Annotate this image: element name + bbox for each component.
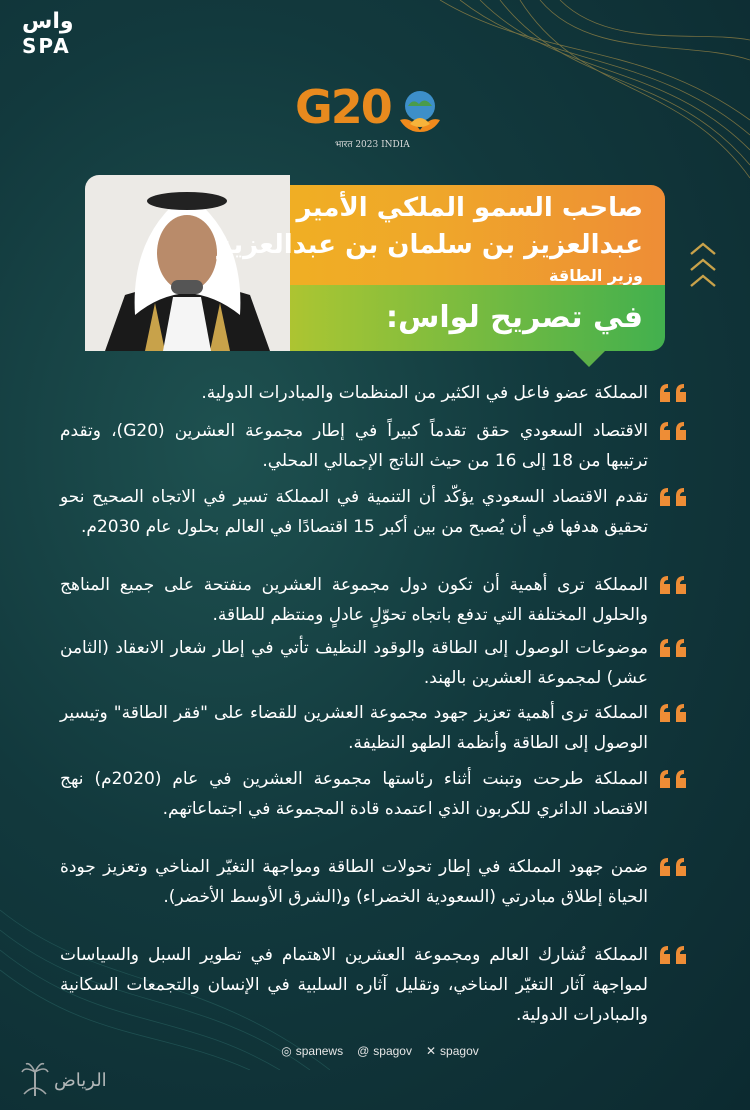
header-line-name: عبدالعزيز بن سلمان بن عبدالعزيز [217, 230, 643, 260]
list-item [60, 852, 692, 912]
spa-logo-mark: واس [22, 9, 74, 34]
list-item [60, 416, 692, 476]
quote-icon [658, 637, 692, 659]
list-item [60, 570, 692, 630]
list-item [60, 482, 692, 542]
quote-icon [658, 420, 692, 442]
threads-handle: spagov [373, 1044, 412, 1058]
list-item [60, 633, 692, 693]
g20-caption: भारत 2023 INDIA [335, 140, 410, 150]
lotus-globe-icon [395, 86, 445, 136]
riyadh-watermark [20, 1058, 130, 1104]
header-line-role: وزير الطاقة [549, 266, 643, 285]
chevron-up-icon [683, 240, 723, 296]
palm-swords-icon [20, 1058, 50, 1098]
list-item-text: موضوعات الوصول إلى الطاقة والوقود النظيف تأتي في إطار شعار الانعقاد (الثامن عشر) لمجموعة العشرين بالهند. [60, 638, 648, 688]
list-item-text: المملكة عضو فاعل في الكثير من المنظمات والمبادرات الدولية. [201, 383, 648, 403]
g20-logo [295, 80, 455, 155]
spa-logo-text: SPA [22, 34, 71, 58]
header-line-title: صاحب السمو الملكي الأمير [296, 193, 643, 223]
social-threads[interactable] [357, 1044, 412, 1058]
social-footer [260, 1040, 500, 1062]
decorative-swirl [420, 0, 750, 180]
speech-notch [573, 351, 605, 367]
list-item [60, 378, 692, 408]
list-item-text: المملكة ترى أهمية تعزيز جهود مجموعة العشرين للقضاء على "فقر الطاقة" وتيسير الوصول إلى الطاقة وأنظمة الطهو النظيفة. [60, 703, 648, 753]
instagram-icon: ◎ [281, 1044, 292, 1058]
list-item-text: المملكة ترى أهمية أن تكون دول مجموعة العشرين منفتحة على جميع المناهج والحلول المختلفة التي تدفع باتجاه تحوّلٍ عادلٍ ومنتظم للطاقة. [60, 575, 648, 625]
instagram-handle: spanews [295, 1044, 344, 1058]
list-item-text: ضمن جهود المملكة في إطار تحولات الطاقة ومواجهة التغيّر المناخي وتعزيز جودة الحياة إطلاق مبادرتي (السعودية الخضراء) و(الشرق الأوسط الأخضر). [60, 857, 648, 907]
x-icon: ✕ [425, 1044, 437, 1058]
list-item-text: الاقتصاد السعودي حقق تقدماً كبيراً في إطار مجموعة العشرين (G20)، وتقدم ترتيبها من 18 إلى 16 من حيث الناتج الإجمالي المحلي. [60, 421, 648, 471]
list-item [60, 764, 692, 824]
list-item [60, 940, 692, 1030]
quote-icon [658, 856, 692, 878]
list-item-text: المملكة طرحت وتبنت أثناء رئاستها مجموعة العشرين في عام (2020م) نهج الاقتصاد الدائري للكربون الذي اعتمده قادة المجموعة في اجتماعاتهم. [60, 769, 648, 819]
quote-icon [658, 486, 692, 508]
threads-icon: @ [357, 1044, 370, 1058]
header-card [85, 175, 665, 355]
watermark-text: الرياض [54, 1070, 107, 1091]
quote-icon [658, 574, 692, 596]
g20-logo-text: G20 [295, 80, 391, 134]
list-item-text: تقدم الاقتصاد السعودي يؤكّد أن التنمية في المملكة تسير في الاتجاه الصحيح نحو تحقيق هدفها في أن يُصبح من بين أكبر 15 اقتصادًا في العالم بحلول عام 2030م. [60, 487, 648, 537]
x-handle: spagov [440, 1044, 479, 1058]
spa-logo [22, 9, 102, 72]
quote-icon [658, 768, 692, 790]
minister-portrait [85, 175, 290, 351]
social-x[interactable] [426, 1044, 479, 1058]
quote-icon [658, 702, 692, 724]
quote-icon [658, 382, 692, 404]
list-item [60, 698, 692, 758]
header-line-statement: في تصريح لواس: [385, 300, 643, 335]
quote-icon [658, 944, 692, 966]
social-instagram[interactable] [281, 1044, 343, 1058]
list-item-text: المملكة تُشارك العالم ومجموعة العشرين الاهتمام في تطوير السبل والسياسات لمواجهة آثار التغيّر المناخي، وتقليل آثاره السلبية في الإنسان والتجمعات السكانية والمبادرات الدولية. [60, 945, 648, 1025]
